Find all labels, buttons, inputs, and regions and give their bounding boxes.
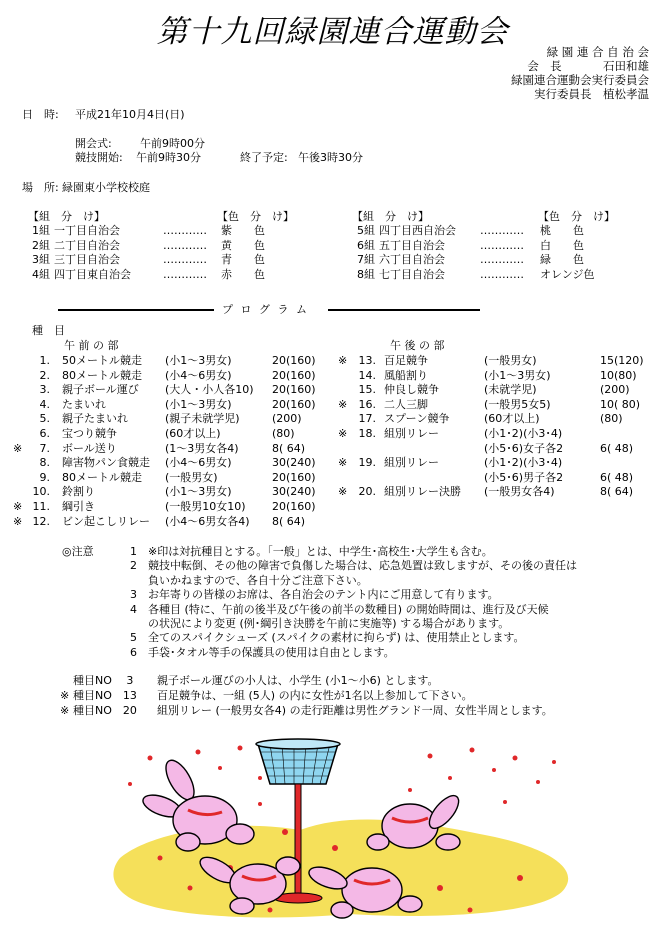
event-participants: (一般男女各4) [484,485,555,499]
note-text: お年寄りの皆様のお席は、各自治会のテント内にご用意して有ります。 [148,588,499,602]
end-label: 終了予定: [240,151,288,164]
event-number: 15. [358,383,376,397]
event-mark: ※ [13,441,23,455]
note-text: 負いかねますので、各自十分ご注意下さい。 [148,573,368,587]
event-name: 80メートル競走 [62,368,142,382]
event-number: 19. [358,456,376,470]
note-text: 手袋･タオル等手の保護具の使用は自由とします。 [148,645,395,659]
event-number: 14. [358,368,376,382]
start-label: 競技開始: [75,151,123,164]
colors-header-left: 【色 分 け】 [217,210,294,223]
group-dots: ………… [163,253,207,266]
program-rule-left [58,309,214,311]
event-mark: ※ [13,500,23,513]
event-name: 百足競争 [384,354,428,367]
group-name: 五丁目自治会 [379,238,445,252]
event-mark: ※ [338,485,348,499]
note-number: 3 [130,588,137,602]
place-value: 緑園東小学校校庭 [62,181,150,194]
group-dots: ………… [480,253,524,266]
date-value: 平成21年10月4日(日) [75,108,185,121]
event-count: 6( 48) [600,470,634,484]
start-time: 午前9時30分 [136,151,201,164]
note-text: 競技中転倒、その他の障害で負傷した場合は、応急処置は致しますが、その後の責任は [148,559,577,573]
end-time: 午後3時30分 [298,151,363,164]
event-name: たまいれ [62,397,106,411]
bunny-icon-left [140,756,254,851]
event-count: 30(240) [272,456,316,470]
event-number: 10. [32,485,50,499]
event-count: 10( 80) [600,397,641,411]
event-number: 1. [39,354,50,367]
group-number: 7組 [357,253,375,266]
event-note-label: 種目NO 13 [73,689,137,702]
place-label: 場 所: [22,181,59,194]
groups-header-left: 【組 分 け】 [28,210,105,223]
organizer-line-2 [527,59,649,73]
group-color: 紫 色 [221,224,265,237]
group-number: 4組 [32,267,50,281]
event-count: 8( 64) [272,441,306,455]
group-color: 赤 色 [221,267,265,281]
event-participants: (未就学児) [484,383,537,397]
event-count: 20(160) [272,368,316,382]
event-mark: ※ [338,397,348,411]
note-text: ※印は対抗種目とする。「一般」とは、中学生･高校生･大学生も含む。 [148,545,493,558]
event-name: 80メートル競走 [62,470,142,484]
event-count: (200) [272,412,302,426]
event-count: 30(240) [272,485,316,499]
organizer-role: 会 長 [527,59,562,73]
event-number: 3. [39,383,50,397]
event-name: 障害物パン食競走 [62,456,150,470]
group-color: 青 色 [221,253,265,266]
organizer-line-3: 緑園連合運動会実行委員会 [511,73,649,87]
note-text: 全てのスパイクシューズ (スパイクの素材に拘らず) は、使用禁止とします。 [148,631,525,645]
group-color: オレンジ色 [540,267,595,281]
event-number: 18. [358,427,376,440]
program-rule-right [328,309,480,311]
event-participants: (60才以上) [484,412,540,426]
group-color: 緑 色 [540,253,584,266]
note-number: 1 [130,545,137,558]
event-participants: (小1･2)(小3･4) [484,427,563,440]
group-color: 桃 色 [540,224,584,237]
event-name: 組別リレー [384,427,439,440]
event-mark: ※ [13,514,23,528]
event-number: 7. [39,441,50,455]
group-number: 2組 [32,238,50,252]
event-participants: (小1～3男女) [165,397,232,411]
group-name: 四丁目西自治会 [379,224,456,237]
event-count: 15(120) [600,354,644,367]
event-participants: (一般男女) [484,354,537,367]
event-participants: (小1･2)(小3･4) [484,456,563,470]
event-participants: (小4～6男女各4) [165,514,250,528]
group-dots: ………… [163,267,207,281]
event-number: 5. [39,412,50,426]
opening-label: 開会式: [75,137,112,150]
group-dots: ………… [163,238,207,252]
event-name: 親子たまいれ [62,412,128,426]
note-number: 4 [130,602,137,616]
event-participants: (一般男10女10) [165,500,246,513]
event-name: 仲良し競争 [384,383,439,397]
event-participants: (大人・小人各10) [165,383,254,397]
event-note-text: 親子ボール運びの小人は、小学生 (小1～小6) とします。 [157,674,439,687]
event-participants: (小5･6)男子各2 [484,470,564,484]
group-dots: ………… [480,267,524,281]
event-mark: ※ [338,427,348,440]
illustration [110,738,590,924]
event-number: 2. [39,368,50,382]
event-count: 20(160) [272,397,316,411]
page-title: 第十九回緑園連合運動会 [156,14,509,50]
group-name: 一丁目自治会 [54,224,120,237]
date-label: 日 時: [22,108,59,121]
note-text: の状況により変更 (例･綱引き決勝を午前に実施等) する場合があります。 [148,617,510,630]
event-count: 20(160) [272,470,316,484]
event-number: 13. [358,354,376,367]
event-note-text: 百足競争は、一組 (5人) の内に女性が1名以上参加して下さい。 [157,689,473,702]
note-number: 5 [130,631,137,645]
event-number: 12. [32,514,50,528]
morning-label: 午 前 の 部 [64,339,119,352]
event-name: 鈴割り [62,485,95,499]
event-participants: (一般男5女5) [484,397,551,411]
event-name: 50メートル競走 [62,354,142,367]
event-note-label: 種目NO 3 [73,674,134,687]
notes-label: ◎注意 [62,545,94,558]
event-number: 6. [39,427,50,440]
event-count: 8( 64) [272,514,306,528]
event-count: (80) [272,427,295,440]
organizer-name: 石田和雄 [603,59,649,73]
event-number: 4. [39,397,50,411]
event-note-mark: ※ [60,704,70,717]
event-number: 9. [39,470,50,484]
event-participants: (60才以上) [165,427,221,440]
event-number: 16. [358,397,376,411]
group-color: 黄 色 [221,238,265,252]
events-label: 種 目 [32,324,65,337]
event-count: 8( 64) [600,485,634,499]
program-heading: プ ロ グ ラ ム [222,303,309,316]
organizer-line-4: 実行委員長 植松孝温 [534,87,649,101]
event-note-mark: ※ [60,689,70,702]
event-note-label: 種目NO 20 [73,704,137,717]
event-participants: (小1～3男女) [165,354,232,367]
note-number: 6 [130,645,137,659]
event-participants: (親子未就学児) [165,412,240,426]
event-name: 風船割り [384,368,428,382]
event-name: ボール送り [62,441,117,455]
event-note-text: 組別リレー (一般男女各4) の走行距離は男性グランド一周、女性半周とします。 [157,704,553,717]
colors-header-right: 【色 分 け】 [538,210,615,223]
opening-time: 午前9時00分 [140,137,205,150]
event-participants: (小1～3男女) [484,368,551,382]
event-number: 11. [32,500,50,513]
event-participants: (小1～3男女) [165,485,232,499]
organizer-line-1: 緑 園 連 合 自 治 会 [546,45,649,59]
event-name: 親子ボール運び [62,383,139,397]
group-number: 8組 [357,267,375,281]
note-text: 各種目 (特に、午前の後半及び午後の前半の数種目) の開始時間は、進行及び天候 [148,602,549,616]
event-number: 17. [358,412,376,426]
group-number: 1組 [32,224,50,237]
event-name: 宝つり競争 [62,427,117,440]
event-count: 20(160) [272,500,316,513]
group-name: 七丁目自治会 [379,267,445,281]
group-number: 5組 [357,224,375,237]
event-participants: (1～3男女各4) [165,441,239,455]
event-count: (80) [600,412,623,426]
group-name: 三丁目自治会 [54,253,120,266]
afternoon-label: 午 後 の 部 [390,339,445,352]
event-count: 20(160) [272,354,316,367]
group-number: 3組 [32,253,50,266]
group-name: 二丁目自治会 [54,238,120,252]
event-number: 8. [39,456,50,470]
event-mark: ※ [338,354,348,367]
event-name: ビン起こしリレー [62,514,150,528]
event-count: 20(160) [272,383,316,397]
group-name: 六丁目自治会 [379,253,445,266]
event-participants: (小5･6)女子各2 [484,441,564,455]
event-name: 綱引き [62,500,95,513]
note-number: 2 [130,559,137,573]
event-name: スプーン競争 [384,412,450,426]
group-number: 6組 [357,238,375,252]
group-dots: ………… [480,224,524,237]
group-dots: ………… [163,224,207,237]
group-color: 白 色 [540,238,584,252]
event-name: 組別リレー [384,456,439,470]
event-count: (200) [600,383,630,397]
group-dots: ………… [480,238,524,252]
event-count: 6( 48) [600,441,634,455]
event-participants: (小4～6男女) [165,368,232,382]
event-name: 二人三脚 [384,397,428,411]
event-participants: (小4～6男女) [165,456,232,470]
event-count: 10(80) [600,368,637,382]
event-name: 組別リレー決勝 [384,485,461,499]
groups-header-right: 【組 分 け】 [352,210,429,223]
group-name: 四丁目東自治会 [54,267,131,281]
event-mark: ※ [338,456,348,470]
event-participants: (一般男女) [165,470,218,484]
event-number: 20. [358,485,376,499]
